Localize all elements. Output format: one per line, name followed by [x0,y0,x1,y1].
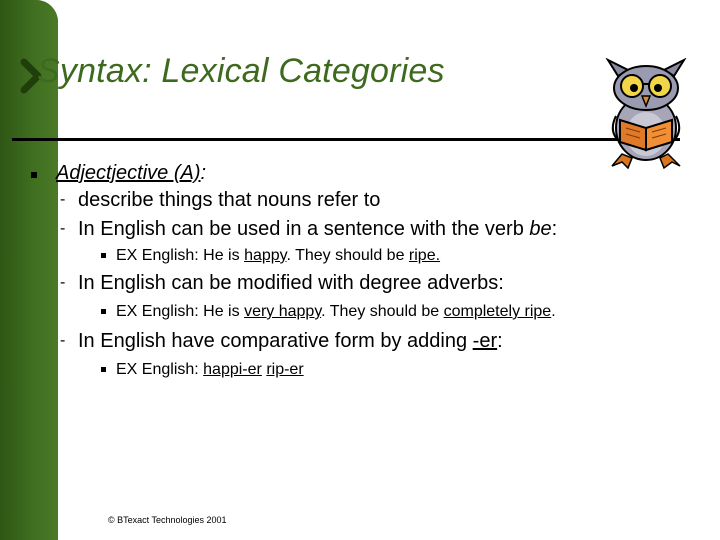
example-prefix: EX English: [116,361,204,378]
point-comparative-colon: : [497,330,503,352]
point-verb-be-colon: : [551,218,558,240]
point-verb-be-text: In English can be used in a sentence with the verb [78,218,530,240]
example-prefix: EX English: He is [116,303,245,320]
example-word: happy [244,247,287,264]
suffix-er: -er [472,330,498,352]
dash-bullet-icon: - [60,332,66,349]
heading-colon: : [200,162,207,184]
dash-bullet-icon: - [60,274,66,291]
example-comparative [116,361,304,379]
dash-bullet-icon: - [60,220,66,237]
category-heading [56,162,206,185]
square-bullet-icon [101,253,106,258]
example-mid: . They should be [286,247,409,264]
example-prefix: EX English: He is [116,247,245,264]
point-comparative-text: In English have comparative form by adding [78,330,473,352]
square-bullet-icon [31,172,37,178]
example-word: happi-er [203,361,262,378]
verb-be: be [529,218,552,240]
heading-term: Adjectjective (A) [56,162,201,184]
example-very-happy [116,303,556,321]
square-bullet-icon [101,309,106,314]
point-degree-adverbs: In English can be modified with degree adverbs: [78,272,504,294]
point-comparative [78,330,503,353]
slide-title: Syntax: Lexical Categories [37,52,445,90]
example-word: ripe. [408,247,441,264]
example-word: rip-er [266,361,304,378]
example-word: completely ripe [443,303,552,320]
dash-bullet-icon: - [60,191,66,208]
copyright-footer: © BTexact Technologies 2001 [108,515,227,525]
example-period: . [551,303,556,320]
example-word: very happy [244,303,322,320]
square-bullet-icon [101,367,106,372]
point-verb-be [78,218,557,241]
example-happy-ripe [116,247,440,265]
example-mid: . They should be [321,303,444,320]
point-describe: describe things that nouns refer to [78,189,381,211]
